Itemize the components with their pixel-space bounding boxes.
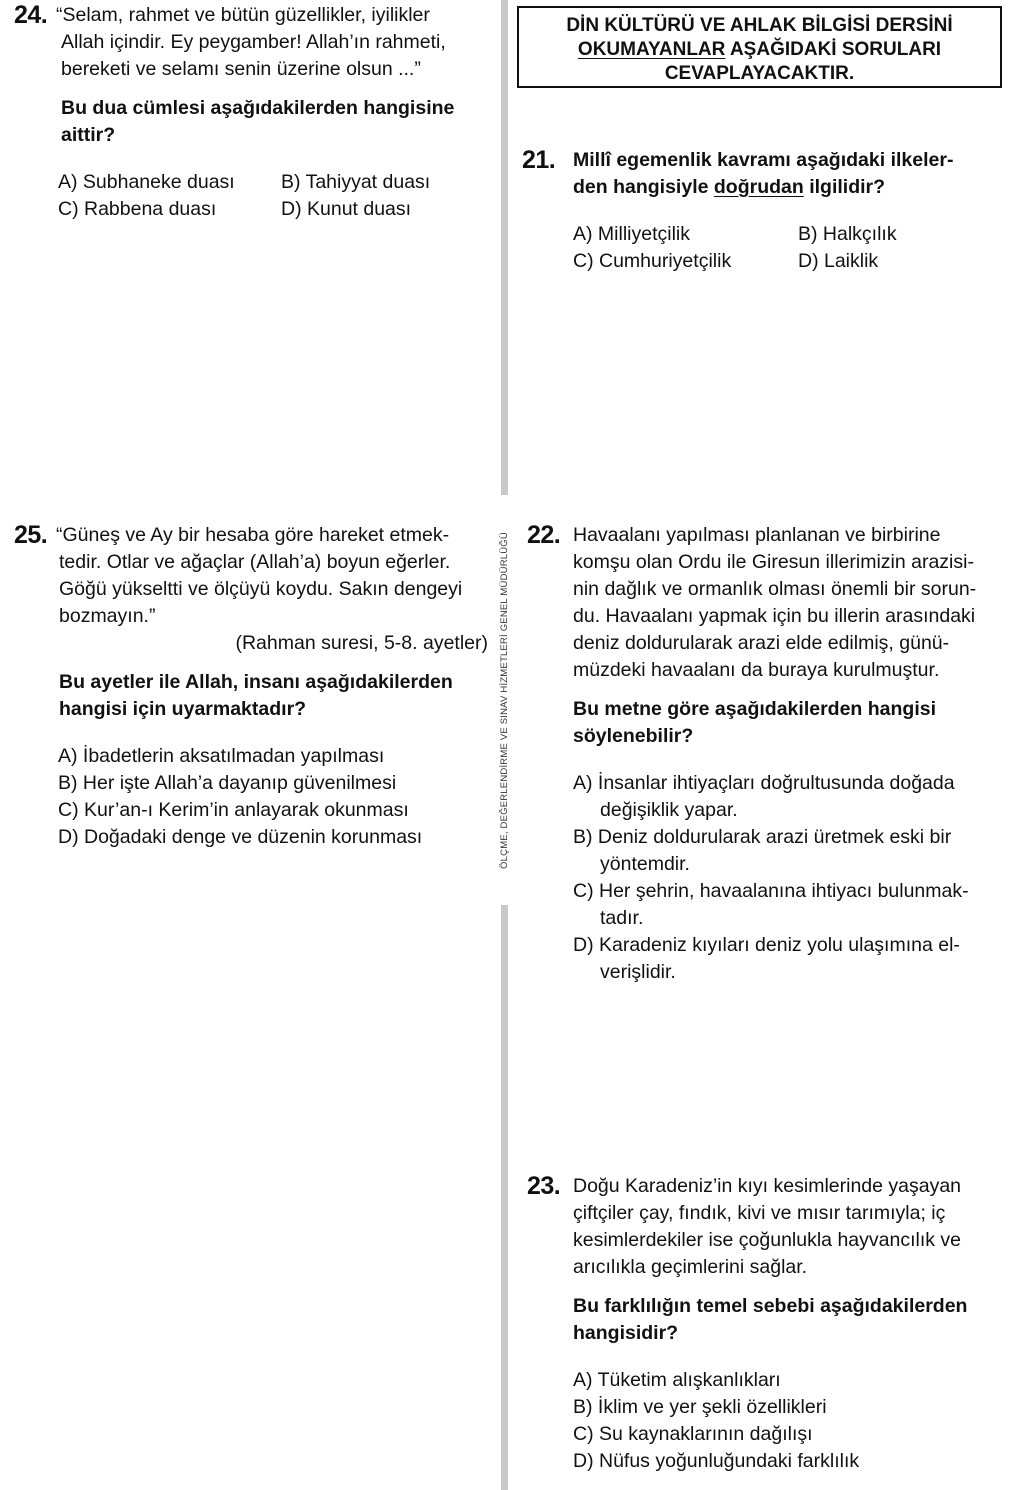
option-d[interactable]: D) Laiklik [798, 250, 879, 272]
source-citation: (Rahman suresi, 5-8. ayetler) [235, 632, 488, 654]
question-number: 23. [527, 1172, 561, 1200]
question-body [573, 522, 1013, 986]
question-prompt: Bu farklılığın temel sebebi aşağıdakilerden [573, 1295, 968, 1317]
stem-line: Allah içindir. Ey peygamber! Allah’ın rahmeti, [61, 31, 446, 53]
side-label-box [484, 495, 525, 905]
option-line: B) Deniz doldurularak arazi üretmek eski bir [573, 826, 952, 848]
option-c[interactable] [573, 878, 1013, 932]
notice-underlined: OKUMAYANLAR [577, 39, 726, 60]
option-c[interactable]: C) Su kaynaklarının dağılışı [573, 1423, 813, 1445]
question-number: 25. [14, 521, 48, 549]
options-grid [573, 221, 1003, 275]
option-line: A) İnsanlar ihtiyaçları doğrultusunda doğada [573, 772, 955, 794]
question-prompt: hangisi için uyarmaktadır? [59, 698, 307, 720]
question-prompt: aittir? [61, 124, 116, 146]
option-a[interactable]: A) Milliyetçilik [573, 223, 690, 245]
question-prompt: Bu metne göre aşağıdakilerden hangisi [573, 698, 937, 720]
option-c[interactable]: C) Rabbena duası [58, 198, 217, 220]
question-number: 22. [527, 521, 561, 549]
option-a[interactable]: A) İbadetlerin aksatılmadan yapılması [58, 745, 385, 767]
question-body [573, 1173, 1013, 1475]
stem-line: çiftçiler çay, fındık, kivi ve mısır tarımıyla; iç [573, 1202, 946, 1224]
option-a[interactable]: A) Tüketim alışkanlıkları [573, 1369, 781, 1391]
option-d[interactable]: D) Kunut duası [281, 198, 412, 220]
option-d[interactable]: D) Nüfus yoğunluğundaki farklılık [573, 1450, 860, 1472]
option-b[interactable]: B) Her işte Allah’a dayanıp güvenilmesi [58, 772, 397, 794]
option-d[interactable] [573, 932, 1013, 986]
question-body [56, 522, 488, 851]
option-b[interactable]: B) Halkçılık [798, 223, 897, 245]
option-a[interactable]: A) Subhaneke duası [58, 171, 235, 193]
option-line: C) Her şehrin, havaalanına ihtiyacı bulunmak- [573, 880, 969, 902]
stem-line: Göğü yükseltti ve ölçüyü koydu. Sakın dengeyi [59, 578, 463, 600]
option-line: yöntemdir. [600, 853, 690, 875]
option-b[interactable] [573, 824, 1013, 878]
stem-line: du. Havaalanı yapmak için bu illerin arasındaki [573, 605, 976, 627]
question-number: 21. [522, 146, 556, 174]
question-prompt [573, 174, 1003, 201]
question-body [573, 147, 1003, 275]
question-prompt: Millî egemenlik kavramı aşağıdaki ilkeler- [573, 149, 954, 171]
prompt-text: ilgilidir? [803, 176, 886, 198]
question-prompt: hangisidir? [573, 1322, 679, 1344]
notice-line-2 [519, 38, 1000, 62]
stem-line: müzdeki havaalanı da buraya kurulmuştur. [573, 659, 940, 681]
stem-line: bereketi ve selamı senin üzerine olsun ...” [61, 58, 421, 80]
question-prompt: Bu dua cümlesi aşağıdakilerden hangisine [61, 97, 455, 119]
stem-line: “Selam, rahmet ve bütün güzellikler, iyilikler [56, 4, 430, 26]
notice-box [517, 6, 1002, 88]
stem-line: arıcılıkla geçimlerini sağlar. [573, 1256, 808, 1278]
prompt-text: den hangisiyle [573, 176, 714, 198]
notice-line-2-rest: AŞAĞIDAKİ SORULARI [725, 39, 942, 60]
option-line: D) Karadeniz kıyıları deniz yolu ulaşımına el- [573, 934, 960, 956]
options-grid [56, 169, 496, 223]
option-c[interactable]: C) Cumhuriyetçilik [573, 250, 732, 272]
option-b[interactable]: B) İklim ve yer şekli özellikleri [573, 1396, 827, 1418]
option-line: tadır. [600, 907, 644, 929]
stem-line: nin dağlık ve ormanlık olması önemli bir sorun- [573, 578, 977, 600]
stem-line: “Güneş ve Ay bir hesaba göre hareket etmek- [56, 524, 450, 546]
question-prompt: Bu ayetler ile Allah, insanı aşağıdakilerden [59, 671, 453, 693]
stem-line: Doğu Karadeniz’in kıyı kesimlerinde yaşayan [573, 1175, 962, 1197]
question-prompt: söylenebilir? [573, 725, 694, 747]
stem-line: deniz doldurularak arazi elde edilmiş, günü- [573, 632, 950, 654]
notice-line-3: CEVAPLAYACAKTIR. [664, 63, 855, 84]
stem-line: Havaalanı yapılması planlanan ve birbirine [573, 524, 941, 546]
stem-line: tedir. Otlar ve ağaçlar (Allah’a) boyun eğerler. [59, 551, 451, 573]
question-body [56, 2, 496, 223]
option-d[interactable]: D) Doğadaki denge ve düzenin korunması [58, 826, 423, 848]
notice-line-1: DİN KÜLTÜRÜ VE AHLAK BİLGİSİ DERSİNİ [566, 15, 953, 36]
stem-line: komşu olan Ordu ile Giresun illerimizin arazisi- [573, 551, 974, 573]
underlined-word: doğrudan [713, 176, 804, 198]
question-number: 24. [14, 1, 48, 29]
option-a[interactable] [573, 770, 1013, 824]
option-b[interactable]: B) Tahiyyat duası [281, 171, 431, 193]
option-line: verişlidir. [600, 961, 676, 983]
stem-line: bozmayın.” [59, 605, 156, 627]
option-line: değişiklik yapar. [600, 799, 738, 821]
stem-line: kesimlerdekiler ise çoğunlukla hayvancılık ve [573, 1229, 962, 1251]
option-c[interactable]: C) Kur’an-ı Kerim’in anlayarak okunması [58, 799, 409, 821]
side-label: ÖLÇME, DEĞERLENDİRME VE SINAV HİZMETLERİ GENEL MÜDÜRLÜĞÜ [499, 531, 511, 869]
